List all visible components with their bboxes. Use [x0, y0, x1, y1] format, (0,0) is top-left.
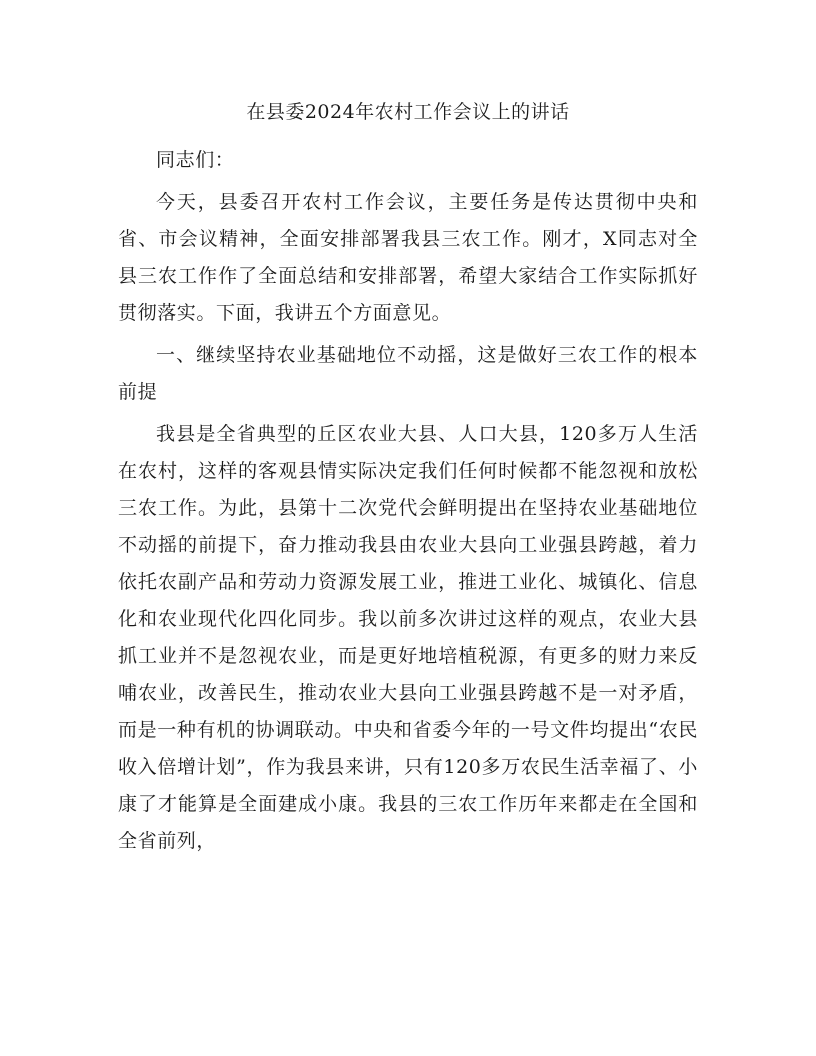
salutation: 同志们： — [156, 149, 235, 171]
paragraph-intro: 今天，县委召开农村工作会议，主要任务是传达贯彻中央和省、市会议精神，全面安排部署我县三农工作。刚才，X同志对全县三农工作作了全面总结和安排部署，希望大家结合工作实际抓好贯彻落实。下面，我讲五个方面意见。 — [118, 191, 698, 324]
section-heading-1: 一、继续坚持农业基础地位不动摇，这是做好三农工作的根本前提 — [118, 344, 698, 403]
paragraph-body: 我县是全省典型的丘区农业大县、人口大县，120多万人生活在农村，这样的客观县情实际决定我们任何时候都不能忽视和放松三农工作。为此，县第十二次党代会鲜明提出在坚持农业基础地位不动摇的前提下，奋力推动我县由农业大县向工业强县跨越，着力依托农副产品和劳动力资源发展工业，推进工业化、城镇化、信息化和农业现代化四化同步。我以前多次讲过这样的观点，农业大县抓工业并不是忽视农业，而是更好地培植税源，有更多的财力来反哺农业，改善民生，推动农业大县向工业强县跨越不是一对矛盾，而是一种有机的协调联动。中央和省委今年的一号文件均提出“农民收入倍增计划”，作为我县来讲，只有120多万农民生活幸福了、小康了才能算是全面建成小康。我县的三农工作历年来都走在全国和全省前列， — [118, 423, 698, 852]
document-title: 在县委2024年农村工作会议上的讲话 — [246, 101, 570, 123]
document-page — [118, 92, 698, 865]
